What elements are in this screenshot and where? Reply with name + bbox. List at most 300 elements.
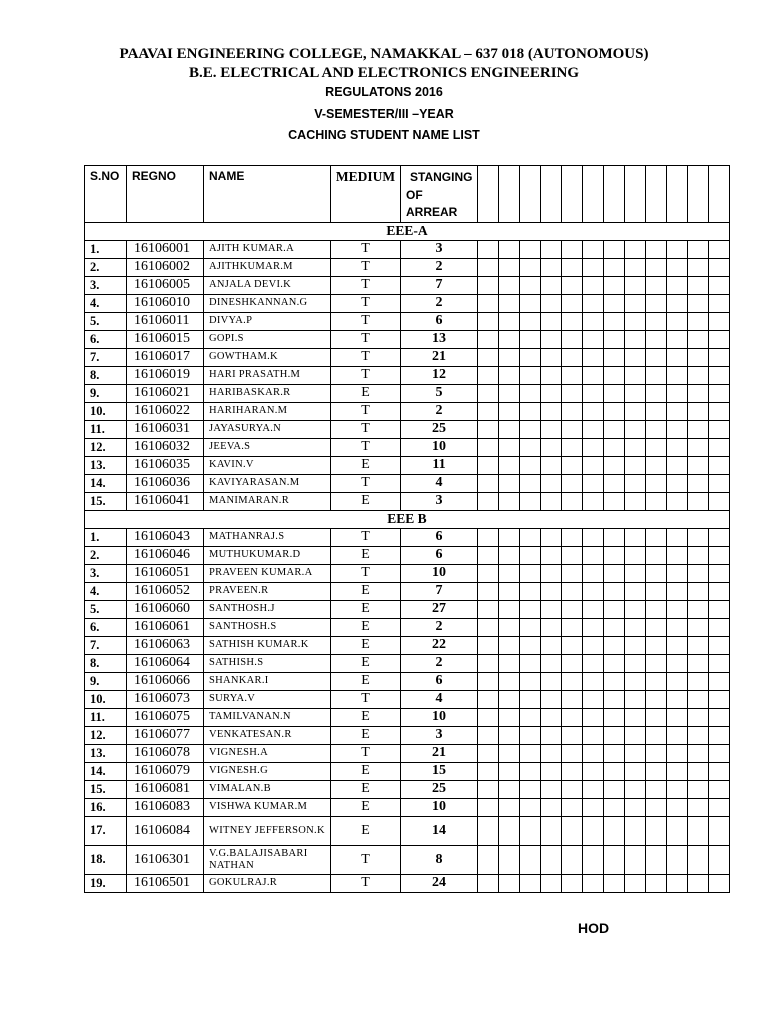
blank-cell [667,708,688,726]
cell-medium: T [331,744,401,762]
blank-cell [541,816,562,845]
blank-cell [520,276,541,294]
blank-cell [625,708,646,726]
blank-cell [562,366,583,384]
blank-cell [709,348,730,366]
blank-cell [667,690,688,708]
cell-name: DIVYA.P [204,312,331,330]
blank-cell [583,600,604,618]
cell-regno: 16106015 [127,330,204,348]
blank-cell [478,420,499,438]
blank-cell [499,402,520,420]
blank-cell [541,582,562,600]
blank-cell [709,798,730,816]
cell-medium: E [331,636,401,654]
blank-cell [583,420,604,438]
blank-cell [499,276,520,294]
blank-cell [709,780,730,798]
blank-cell [625,294,646,312]
blank-cell [625,816,646,845]
blank-cell [625,582,646,600]
blank-cell [583,456,604,474]
blank-cell [478,726,499,744]
blank-cell [541,456,562,474]
blank-cell [562,384,583,402]
blank-cell [478,780,499,798]
blank-cell [583,874,604,892]
blank-cell [499,438,520,456]
cell-name: HARIBASKAR.R [204,384,331,402]
blank-cell [667,240,688,258]
cell-medium: T [331,474,401,492]
cell-sno: 1. [85,240,127,258]
blank-cell [667,672,688,690]
cell-regno: 16106002 [127,258,204,276]
blank-cell [562,618,583,636]
blank-cell [667,546,688,564]
cell-regno: 16106021 [127,384,204,402]
cell-name: KAVIN.V [204,456,331,474]
table-row [85,456,730,474]
blank-cell [667,474,688,492]
blank-cell [646,528,667,546]
blank-cell [667,762,688,780]
cell-arrear: 10 [401,708,478,726]
table-row [85,312,730,330]
blank-cell [625,600,646,618]
section-label: EEE B [85,510,730,528]
blank-cell [625,402,646,420]
cell-arrear: 6 [401,528,478,546]
blank-cell [541,492,562,510]
blank-cell [520,384,541,402]
blank-cell [499,492,520,510]
blank-cell [646,402,667,420]
blank-cell [583,726,604,744]
blank-cell [583,762,604,780]
blank-cell [478,744,499,762]
blank-cell [646,384,667,402]
blank-cell [478,762,499,780]
blank-cell [604,708,625,726]
cell-sno: 16. [85,798,127,816]
blank-cell [667,874,688,892]
table-row [85,330,730,348]
blank-cell [499,618,520,636]
blank-cell [520,528,541,546]
blank-cell [667,654,688,672]
cell-medium: T [331,330,401,348]
cell-regno: 16106035 [127,456,204,474]
blank-cell [667,330,688,348]
blank-cell [646,366,667,384]
col-header-medium: MEDIUM [331,166,401,223]
cell-regno: 16106083 [127,798,204,816]
cell-sno: 11. [85,708,127,726]
blank-cell [625,744,646,762]
blank-cell [667,438,688,456]
table-row [85,874,730,892]
blank-cell [709,166,730,223]
blank-cell [688,654,709,672]
blank-cell [667,618,688,636]
cell-medium: T [331,528,401,546]
blank-cell [709,294,730,312]
blank-cell [604,166,625,223]
blank-cell [646,564,667,582]
blank-cell [646,600,667,618]
cell-arrear: 10 [401,798,478,816]
cell-arrear: 13 [401,330,478,348]
blank-cell [562,438,583,456]
cell-arrear: 4 [401,474,478,492]
cell-sno: 2. [85,258,127,276]
blank-cell [646,798,667,816]
cell-sno: 12. [85,438,127,456]
blank-cell [583,366,604,384]
cell-arrear: 2 [401,654,478,672]
table-row [85,564,730,582]
cell-regno: 16106051 [127,564,204,582]
cell-regno: 16106019 [127,366,204,384]
blank-cell [625,420,646,438]
blank-cell [583,672,604,690]
blank-cell [541,636,562,654]
cell-regno: 16106501 [127,874,204,892]
blank-cell [688,348,709,366]
cell-medium: E [331,798,401,816]
blank-cell [688,798,709,816]
blank-cell [583,636,604,654]
table-row [85,798,730,816]
blank-cell [583,402,604,420]
blank-cell [709,744,730,762]
blank-cell [520,744,541,762]
blank-cell [478,528,499,546]
blank-cell [604,456,625,474]
blank-cell [709,384,730,402]
blank-cell [499,690,520,708]
cell-sno: 9. [85,672,127,690]
cell-sno: 13. [85,456,127,474]
blank-cell [625,528,646,546]
blank-cell [562,744,583,762]
department-title: B.E. ELECTRICAL AND ELECTRONICS ENGINEERING [188,65,580,81]
blank-cell [625,762,646,780]
list-title: CACHING STUDENT NAME LIST [288,128,480,142]
cell-arrear: 3 [401,492,478,510]
cell-sno: 6. [85,618,127,636]
blank-cell [646,492,667,510]
blank-cell [583,438,604,456]
blank-cell [541,384,562,402]
blank-cell [709,276,730,294]
cell-medium: E [331,456,401,474]
cell-arrear: 2 [401,618,478,636]
blank-cell [583,258,604,276]
blank-cell [709,420,730,438]
blank-cell [478,582,499,600]
cell-sno: 15. [85,492,127,510]
blank-cell [562,690,583,708]
cell-sno: 8. [85,366,127,384]
blank-cell [562,402,583,420]
blank-cell [562,780,583,798]
blank-cell [562,762,583,780]
cell-arrear: 21 [401,744,478,762]
blank-cell [562,816,583,845]
semester-title: V-SEMESTER/III –YEAR [314,107,454,121]
blank-cell [583,690,604,708]
blank-cell [625,166,646,223]
blank-cell [709,402,730,420]
blank-cell [646,330,667,348]
col-header-sno: S.NO [85,166,127,223]
blank-cell [688,582,709,600]
blank-cell [688,636,709,654]
blank-cell [520,420,541,438]
cell-arrear: 6 [401,312,478,330]
blank-cell [499,240,520,258]
blank-cell [625,474,646,492]
cell-medium: T [331,294,401,312]
blank-cell [604,744,625,762]
blank-cell [520,546,541,564]
blank-cell [709,708,730,726]
col-header-regno: REGNO [127,166,204,223]
table-row [85,654,730,672]
table-header-row [85,166,730,223]
blank-cell [520,438,541,456]
cell-arrear: 6 [401,546,478,564]
blank-cell [604,420,625,438]
blank-cell [499,546,520,564]
blank-cell [667,564,688,582]
blank-cell [478,330,499,348]
cell-name: SANTHOSH.S [204,618,331,636]
blank-cell [583,708,604,726]
blank-cell [625,636,646,654]
blank-cell [709,618,730,636]
blank-cell [520,474,541,492]
blank-cell [604,294,625,312]
blank-cell [604,654,625,672]
blank-cell [646,240,667,258]
blank-cell [583,384,604,402]
blank-cell [625,546,646,564]
blank-cell [688,708,709,726]
blank-cell [478,492,499,510]
blank-cell [625,726,646,744]
table-row [85,258,730,276]
blank-cell [478,276,499,294]
blank-cell [478,166,499,223]
blank-cell [709,546,730,564]
col-header-arrear-line2: OF [406,187,423,202]
cell-sno: 8. [85,654,127,672]
blank-cell [478,348,499,366]
blank-cell [520,636,541,654]
blank-cell [646,690,667,708]
cell-name: GOKULRAJ.R [204,874,331,892]
blank-cell [478,874,499,892]
blank-cell [646,348,667,366]
blank-cell [646,845,667,874]
blank-cell [709,874,730,892]
blank-cell [604,474,625,492]
cell-arrear: 25 [401,780,478,798]
cell-regno: 16106077 [127,726,204,744]
blank-cell [541,312,562,330]
blank-cell [520,258,541,276]
blank-cell [562,528,583,546]
blank-cell [478,312,499,330]
cell-sno: 5. [85,312,127,330]
blank-cell [625,276,646,294]
cell-medium: T [331,240,401,258]
cell-name: V.G.BALAJISABARI NATHAN [204,845,331,874]
blank-cell [562,708,583,726]
table-row [85,845,730,874]
blank-cell [604,312,625,330]
blank-cell [688,690,709,708]
cell-name: VISHWA KUMAR.M [204,798,331,816]
blank-cell [625,240,646,258]
blank-cell [709,654,730,672]
blank-cell [604,845,625,874]
blank-cell [541,618,562,636]
blank-cell [583,582,604,600]
blank-cell [499,600,520,618]
cell-name: PRAVEEN KUMAR.A [204,564,331,582]
blank-cell [625,618,646,636]
cell-name: VENKATESAN.R [204,726,331,744]
blank-cell [478,690,499,708]
blank-cell [499,258,520,276]
cell-sno: 14. [85,762,127,780]
cell-sno: 6. [85,330,127,348]
blank-cell [520,402,541,420]
blank-cell [520,762,541,780]
section-row [85,222,730,240]
hod-signature-label: HOD [578,920,610,936]
blank-cell [499,816,520,845]
blank-cell [520,672,541,690]
cell-name: SATHISH.S [204,654,331,672]
cell-arrear: 7 [401,582,478,600]
cell-name: GOWTHAM.K [204,348,331,366]
table-row [85,528,730,546]
blank-cell [667,384,688,402]
blank-cell [520,294,541,312]
blank-cell [667,726,688,744]
blank-cell [520,312,541,330]
cell-medium: T [331,420,401,438]
blank-cell [478,816,499,845]
blank-cell [499,874,520,892]
cell-medium: E [331,654,401,672]
blank-cell [562,546,583,564]
cell-medium: E [331,726,401,744]
blank-cell [520,618,541,636]
blank-cell [646,780,667,798]
cell-arrear: 3 [401,240,478,258]
cell-arrear: 2 [401,258,478,276]
blank-cell [499,780,520,798]
blank-cell [478,672,499,690]
cell-name: ANJALA DEVI.K [204,276,331,294]
blank-cell [541,690,562,708]
blank-cell [604,582,625,600]
cell-name: WITNEY JEFFERSON.K [204,816,331,845]
blank-cell [499,528,520,546]
cell-sno: 7. [85,348,127,366]
blank-cell [688,672,709,690]
blank-cell [478,708,499,726]
blank-cell [583,492,604,510]
cell-arrear: 4 [401,690,478,708]
cell-medium: E [331,600,401,618]
cell-medium: T [331,438,401,456]
blank-cell [688,384,709,402]
table-row [85,276,730,294]
cell-regno: 16106079 [127,762,204,780]
blank-cell [667,744,688,762]
blank-cell [646,744,667,762]
blank-cell [562,420,583,438]
blank-cell [688,330,709,348]
cell-arrear: 6 [401,672,478,690]
blank-cell [709,258,730,276]
blank-cell [667,582,688,600]
blank-cell [625,798,646,816]
cell-regno: 16106032 [127,438,204,456]
blank-cell [688,474,709,492]
table-row [85,420,730,438]
table-row [85,672,730,690]
blank-cell [478,845,499,874]
blank-cell [667,276,688,294]
blank-cell [520,492,541,510]
blank-cell [583,312,604,330]
blank-cell [709,564,730,582]
blank-cell [688,420,709,438]
cell-medium: E [331,780,401,798]
blank-cell [499,654,520,672]
blank-cell [604,348,625,366]
blank-cell [499,474,520,492]
blank-cell [667,456,688,474]
blank-cell [667,816,688,845]
cell-arrear: 21 [401,348,478,366]
table-row [85,726,730,744]
cell-arrear: 24 [401,874,478,892]
cell-name: SANTHOSH.J [204,600,331,618]
blank-cell [625,780,646,798]
table-row [85,816,730,845]
blank-cell [646,874,667,892]
blank-cell [667,166,688,223]
blank-cell [499,384,520,402]
cell-regno: 16106060 [127,600,204,618]
blank-cell [604,276,625,294]
blank-cell [562,294,583,312]
cell-regno: 16106061 [127,618,204,636]
blank-cell [646,672,667,690]
blank-cell [688,312,709,330]
blank-cell [541,845,562,874]
cell-regno: 16106063 [127,636,204,654]
